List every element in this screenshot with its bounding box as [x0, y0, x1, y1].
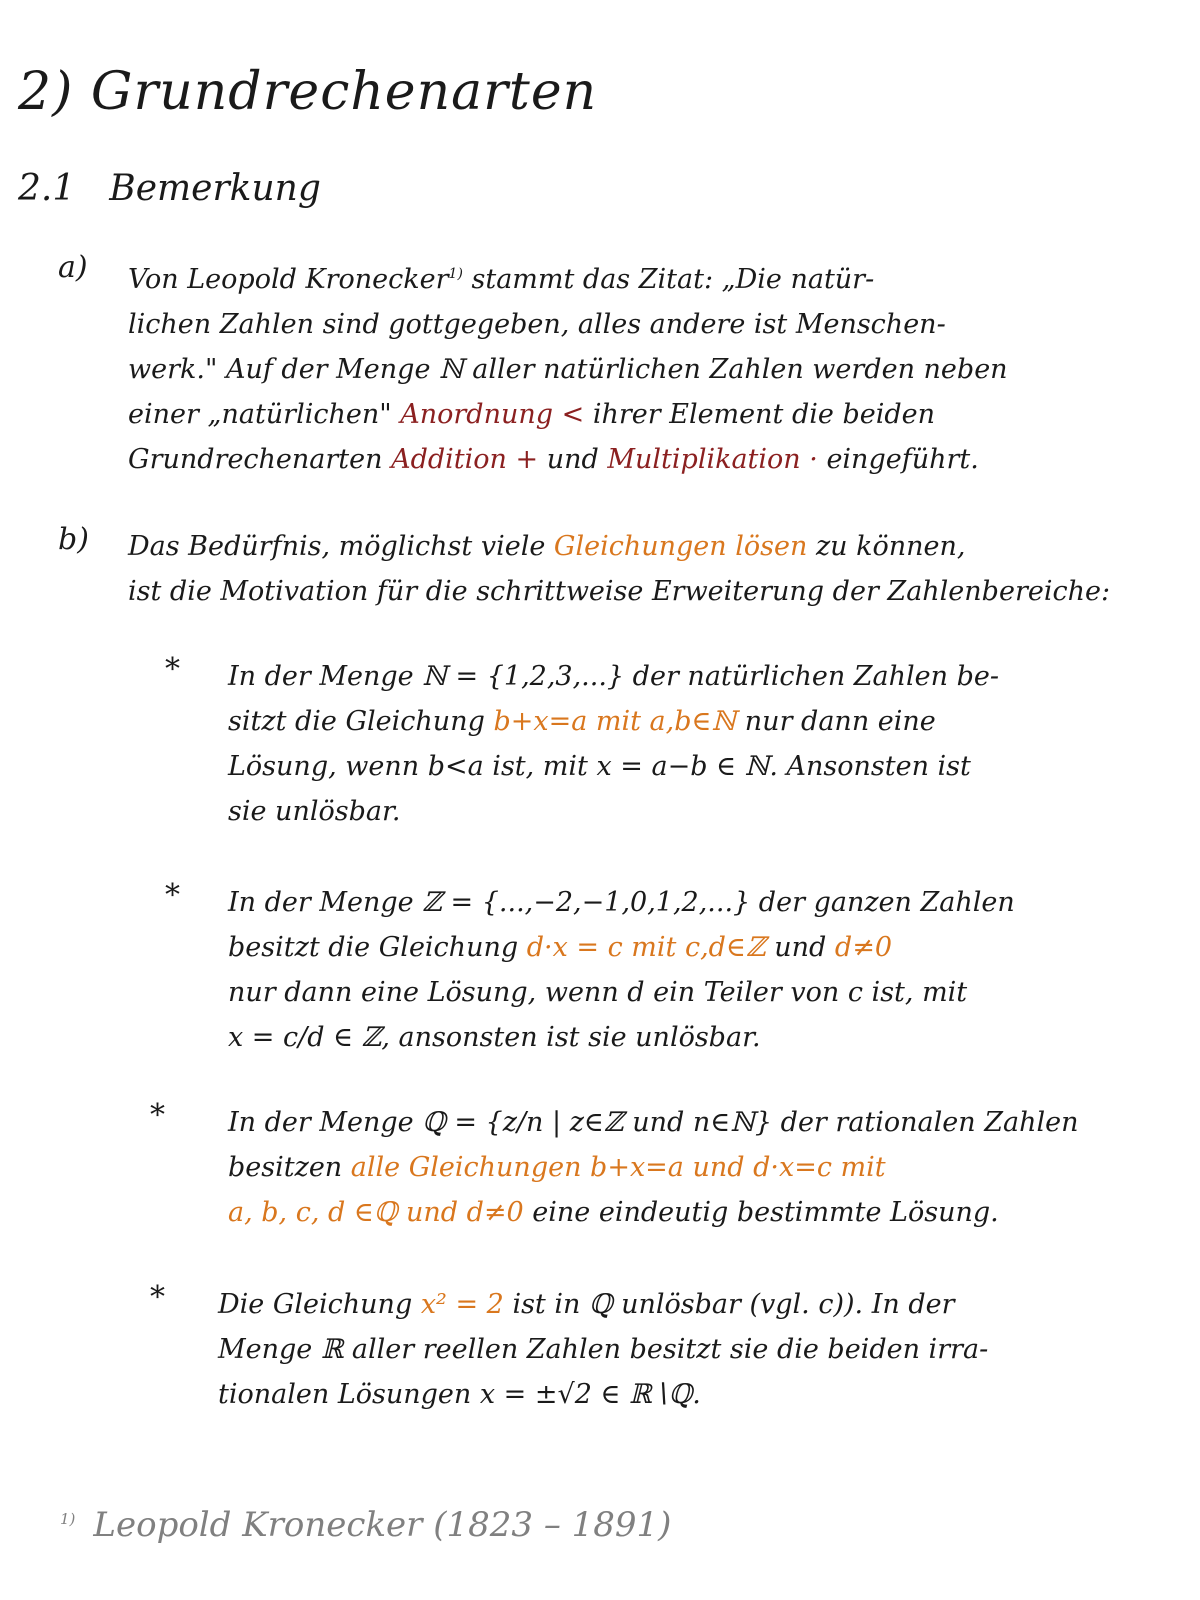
footnote-reference: 1) [448, 266, 463, 282]
all-equations: alle Gleichungen b+x=a und d·x=c mit [350, 1152, 886, 1183]
footnote [60, 1505, 671, 1545]
footnote-mark: 1) [60, 1509, 76, 1528]
equation-d-times-x: d·x = c mit c,d∈ℤ [526, 932, 766, 963]
item-a-label: a) [58, 250, 88, 285]
item-b-line-2: ist die Motivation für die schrittweise Erweiterung der Zahlenbereiche: [128, 576, 1111, 607]
item-a-line-5: Grundrechenarten Addition + und Multiplikation · eingeführt. [128, 444, 979, 475]
term-multiplikation: Multiplikation · [607, 444, 818, 475]
bullet-marker: * [150, 1098, 165, 1133]
term-anordnung: Anordnung < [400, 399, 585, 430]
rational-conditions: a, b, c, d ∈ℚ und d≠0 [228, 1197, 524, 1228]
item-a-line-3: werk." Auf der Menge ℕ aller natürlichen Zahlen werden neben [128, 354, 1008, 385]
term-gleichungen-loesen: Gleichungen lösen [553, 531, 808, 562]
item-a-line-2: lichen Zahlen sind gottgegeben, alles andere ist Menschen- [128, 309, 946, 340]
section-title: Bemerkung [109, 168, 321, 209]
item-b-text [128, 524, 1168, 614]
equation-b-plus-x: b+x=a mit a,b∈ℕ [493, 706, 737, 737]
bullet-integers: In der Menge ℤ = {...,−2,−1,0,1,2,...} der ganzen Zahlen besitzt die Gleichung d·x = c mit c,d∈ℤ und d≠0 nur dann eine Lösung, wenn d ein Teiler von c ist, mit x = c/d ∈ ℤ, ansonsten ist sie unlösbar. [228, 887, 1015, 1053]
item-a-line-4: einer „natürlichen" Anordnung < ihrer Element die beiden [128, 399, 935, 430]
bullet-reals: Die Gleichung x² = 2 ist in ℚ unlösbar (vgl. c)). In der Menge ℝ aller reellen Zahlen besitzt sie die beiden irra- tionalen Lösungen x = ±√2 ∈ ℝ∖ℚ. [218, 1289, 989, 1410]
item-a-line-1: Von Leopold Kronecker$^{1)}$ stammt das Zitat: „Die natür- [128, 264, 875, 295]
footnote-text: Leopold Kronecker (1823 – 1891) [93, 1505, 672, 1545]
bullet-natural-numbers: In der Menge ℕ = {1,2,3,...} der natürlichen Zahlen be- sitzt die Gleichung b+x=a mit a,b∈ℕ nur dann eine Lösung, wenn b<a ist, mit x = a−b ∈ ℕ. Ansonsten ist sie unlösbar. [228, 661, 1000, 827]
bullet-rationals: In der Menge ℚ = {z/n | z∈ℤ und n∈ℕ} der rationalen Zahlen besitzen alle Gleichungen b+x=a und d·x=c mit a, b, c, d ∈ℚ und d≠0 eine eindeutig bestimmte Lösung. [228, 1107, 1079, 1228]
section-heading [18, 168, 321, 209]
item-b-label: b) [58, 522, 89, 557]
item-a-text [128, 252, 1148, 482]
bullet-marker: * [165, 652, 180, 687]
section-number: 2.1 [18, 168, 76, 209]
bullet-marker: * [150, 1280, 165, 1315]
term-addition: Addition + [391, 444, 539, 475]
item-b-line-1: Das Bedürfnis, möglichst viele Gleichungen lösen zu können, [128, 531, 966, 562]
equation-x-squared: x² = 2 [420, 1289, 504, 1320]
bullet-marker: * [165, 878, 180, 913]
condition-d-nonzero: d≠0 [834, 932, 892, 963]
page-title: 2) Grundrechenarten [18, 62, 598, 122]
